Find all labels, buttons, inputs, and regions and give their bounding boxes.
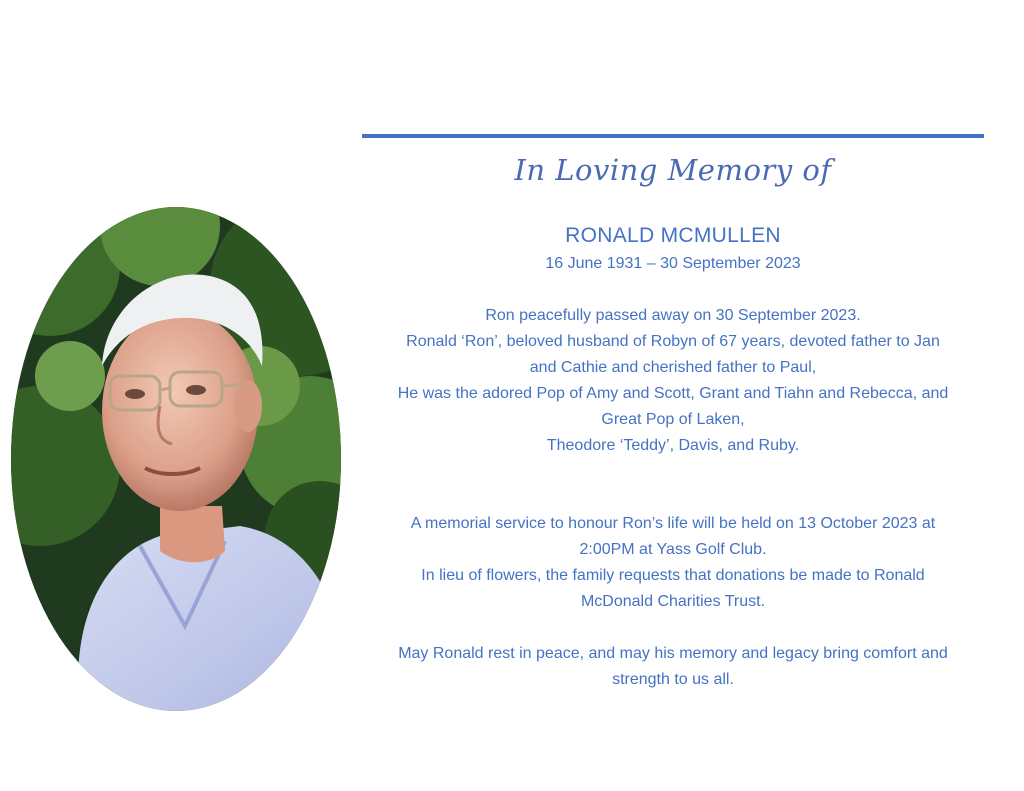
tribute-line: and Cathie and cherished father to Paul, xyxy=(529,359,817,376)
tribute-line: He was the adored Pop of Amy and Scott, Grant and Tiahn and Rebecca, and xyxy=(397,385,949,402)
top-divider-line xyxy=(362,134,984,138)
tribute-line: Theodore ‘Teddy’, Davis, and Ruby. xyxy=(546,437,800,454)
tribute-paragraph xyxy=(362,303,984,459)
life-dates: 16 June 1931 – 30 September 2023 xyxy=(545,255,801,272)
service-paragraph xyxy=(362,511,984,615)
memorial-heading: In Loving Memory of xyxy=(514,153,832,187)
deceased-name: RONALD MCMULLEN xyxy=(565,224,781,247)
closing-paragraph xyxy=(362,641,984,693)
tribute-line: Ronald ‘Ron’, beloved husband of Robyn of 67 years, devoted father to Jan xyxy=(406,333,940,350)
closing-line: May Ronald rest in peace, and may his memory and legacy bring comfort and xyxy=(398,645,948,662)
service-line: McDonald Charities Trust. xyxy=(580,593,766,610)
service-line: 2:00PM at Yass Golf Club. xyxy=(579,541,767,558)
closing-line: strength to us all. xyxy=(612,671,734,688)
portrait-photo xyxy=(10,206,342,712)
memorial-text xyxy=(362,148,984,693)
tribute-line: Great Pop of Laken, xyxy=(601,411,745,428)
tribute-line: Ron peacefully passed away on 30 September 2023. xyxy=(485,307,861,324)
service-line: A memorial service to honour Ron’s life will be held on 13 October 2023 at xyxy=(410,515,936,532)
service-line: In lieu of flowers, the family requests that donations be made to Ronald xyxy=(421,567,925,584)
